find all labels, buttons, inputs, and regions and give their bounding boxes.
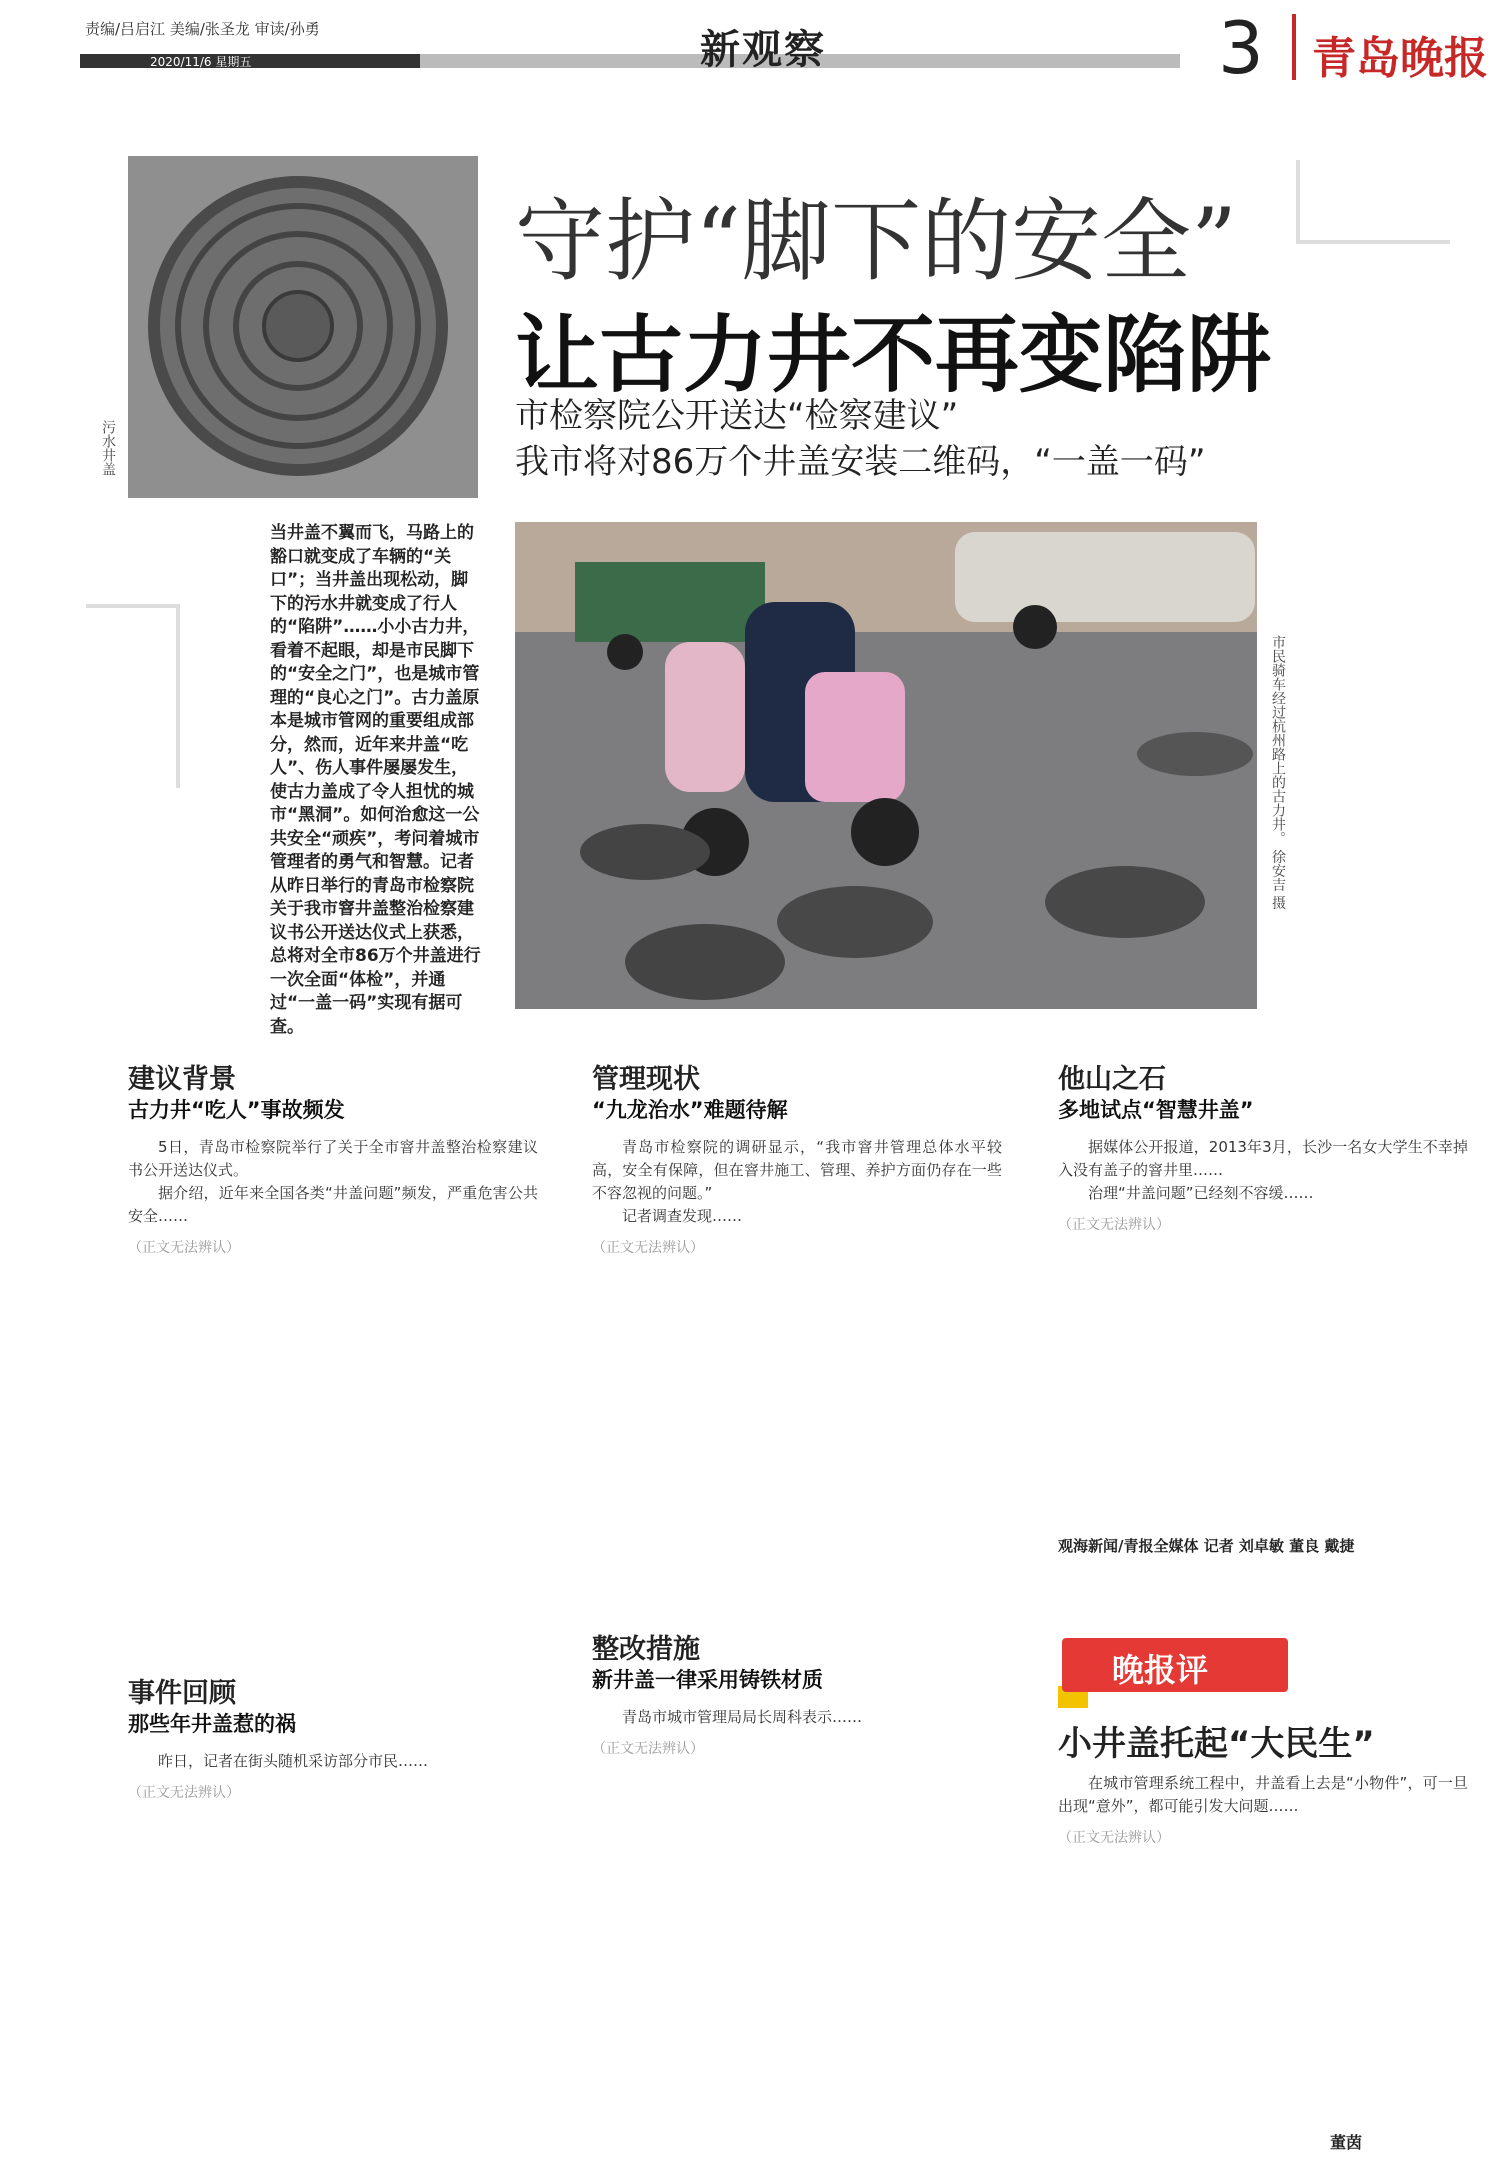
column-1: [128, 1064, 538, 1258]
section-heading-examples: 他山之石: [1058, 1064, 1166, 1095]
street-photo: [515, 522, 1257, 1009]
column-3: [1058, 1064, 1468, 1556]
deck-line2: 我市将对86万个井盖安装二维码，“一盖一码”: [515, 442, 1206, 482]
manhole-cover-illustration: [128, 156, 478, 498]
headline-line2: 让古力井不再变陷阱: [515, 306, 1272, 404]
body-paragraph: 记者调查发现……: [622, 1207, 743, 1225]
section-subheading-measures: 新井盖一律采用铸铁材质: [592, 1668, 823, 1692]
lead-paragraph: 当井盖不翼而飞，马路上的豁口就变成了车辆的“关口”；当井盖出现松动，脚下的污水井就变成了行人的“陷阱”……小小古力井，看着不起眼，却是市民脚下的“安全之门”，也是城市管理的“良心之门”。古力盖原本是城市管网的重要组成部分，然而，近年来井盖“吃人”、伤人事件屡屡发生，使古力盖成了令人担忧的城市“黑洞”。如何治愈这一公共安全“顽疾”，考问着城市管理者的勇气和智慧。记者从昨日举行的青岛市检察院关于我市窨井盖整治检察建议书公开送达仪式上获悉，总将对全市86万个井盖进行一次全面“体检”，并通过“一盖一码”实现有据可查。: [270, 523, 481, 1037]
body-paragraph: 5日，青岛市检察院举行了关于全市窨井盖整治检察建议书公开送达仪式。: [128, 1138, 538, 1179]
section-heading-background: 建议背景: [128, 1064, 236, 1095]
section-heading-status: 管理现状: [592, 1064, 700, 1095]
editorial-badge: [1062, 1638, 1288, 1692]
body-paragraph: 青岛市检察院的调研显示，“我市窨井管理总体水平较高，安全有保障，但在窨井施工、管理、养护方面仍存在一些不容忽视的问题。”: [592, 1138, 1002, 1202]
paper-logo: 青岛晚报: [1312, 33, 1488, 84]
issue-date: 2020/11/6 星期五: [150, 55, 252, 69]
body-paragraph: 治理“井盖问题”已经刻不容缓……: [1088, 1184, 1314, 1202]
deck-line1: 市检察院公开送达“检察建议”: [515, 396, 959, 436]
column-2-lower: [592, 1634, 1002, 1759]
section-subheading-recap: 那些年井盖惹的祸: [128, 1712, 296, 1736]
illegible-text-note: （正文无法辨认）: [1058, 1217, 1170, 1233]
editorial-paragraph: 在城市管理系统工程中，井盖看上去是“小物件”，可一旦出现“意外”，都可能引发大问题……: [1058, 1774, 1468, 1815]
illegible-text-note: （正文无法辨认）: [592, 1240, 704, 1256]
column-2: [592, 1064, 1002, 1258]
decorative-bracket-left: [86, 604, 180, 788]
body-paragraph: 据媒体公开报道，2013年3月，长沙一名女大学生不幸掉入没有盖子的窨井里……: [1058, 1138, 1468, 1179]
editorial-title: 小井盖托起“大民生”: [1058, 1724, 1375, 1764]
decorative-bracket-top: [1296, 160, 1450, 244]
headline-line1: 守护“脚下的安全”: [515, 189, 1238, 294]
illegible-text-note: （正文无法辨认）: [128, 1785, 240, 1801]
section-subheading-examples: 多地试点“智慧井盖”: [1058, 1098, 1254, 1122]
editorial-signature: 董茵: [1330, 2133, 1363, 2152]
section-title: 新观察: [700, 27, 826, 73]
page-number: 3: [1218, 6, 1264, 90]
illegible-text-note: （正文无法辨认）: [1058, 1830, 1170, 1846]
body-paragraph: 青岛市城市管理局局长周科表示……: [622, 1708, 863, 1726]
editor-credits: 责编/吕启江 美编/张圣龙 审读/孙勇: [85, 20, 320, 38]
street-scene-illustration: [515, 522, 1257, 1009]
section-subheading-status: “九龙治水”难题待解: [592, 1098, 788, 1122]
editorial-badge-label: 晚报评: [1112, 1651, 1209, 1689]
section-heading-measures: 整改措施: [592, 1634, 700, 1665]
date-bar: [80, 54, 1180, 68]
headline-deck: [515, 393, 1206, 485]
illegible-text-note: （正文无法辨认）: [128, 1240, 240, 1256]
section-heading-recap: 事件回顾: [128, 1678, 236, 1709]
editorial-body: [1058, 1772, 1468, 1848]
masthead-divider: [1292, 14, 1296, 80]
column-1-lower: [128, 1678, 538, 1803]
section-subheading-background: 古力井“吃人”事故频发: [128, 1098, 345, 1122]
body-paragraph: 据介绍，近年来全国各类“井盖问题”频发，严重危害公共安全……: [128, 1184, 538, 1225]
illegible-text-note: （正文无法辨认）: [592, 1741, 704, 1757]
manhole-cover-photo: [128, 156, 478, 498]
body-paragraph: 昨日，记者在街头随机采访部分市民……: [158, 1752, 429, 1770]
photo2-caption: 市民骑车经过杭州路上的古力井。 徐安吉 摄: [1270, 635, 1286, 910]
photo1-caption: 污水井盖: [100, 420, 116, 476]
reporter-byline: 观海新闻/青报全媒体 记者 刘卓敏 董良 戴捷: [1058, 1537, 1355, 1555]
